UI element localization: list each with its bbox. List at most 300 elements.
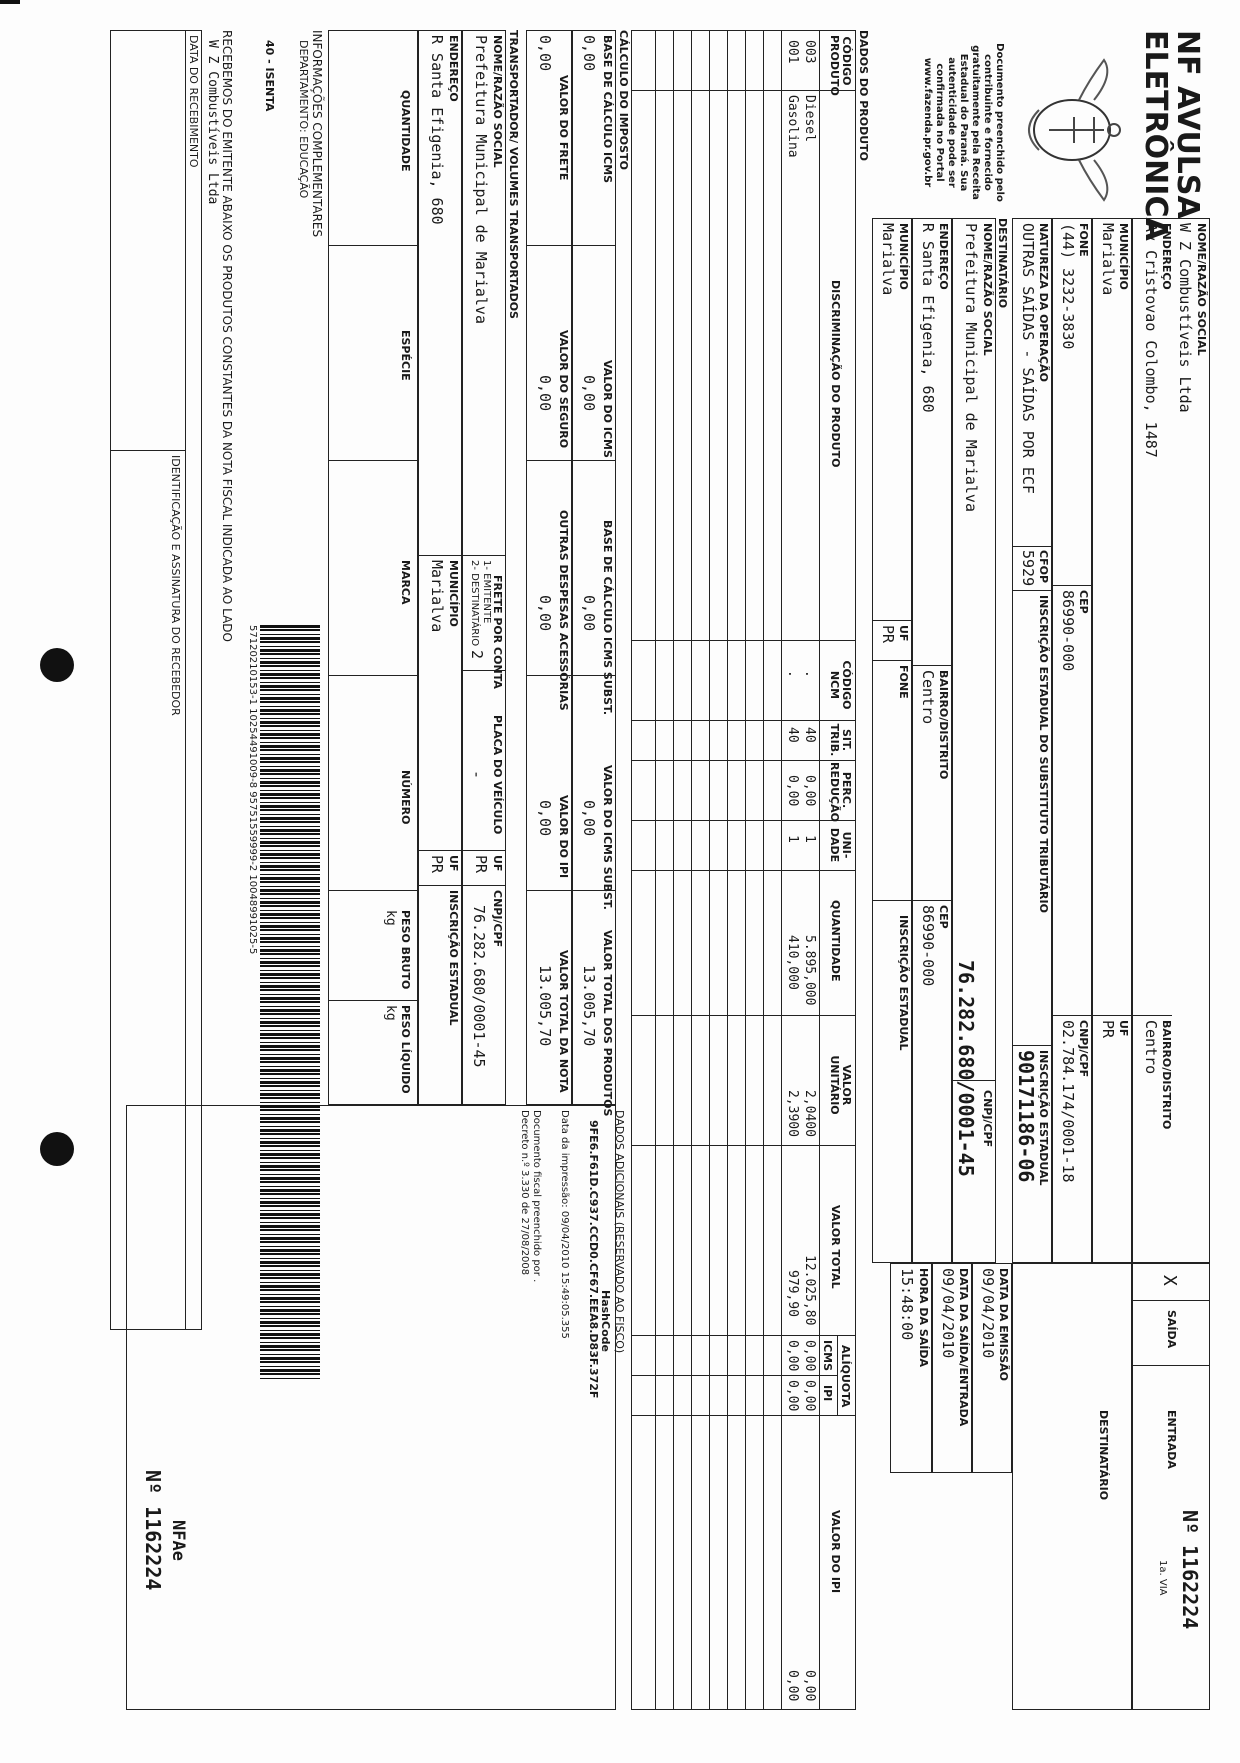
barcode-bar bbox=[260, 1198, 320, 1199]
barcode-bar bbox=[260, 1078, 320, 1079]
marca-label: MARCA bbox=[399, 560, 412, 605]
barcode-bar bbox=[260, 1333, 320, 1336]
row2-valor-unit: 2,3900 bbox=[785, 1090, 800, 1137]
col-perc: PERC. REDUÇÃO bbox=[828, 762, 853, 822]
barcode-bar bbox=[260, 1145, 320, 1147]
barcode-bar bbox=[260, 637, 320, 640]
data-saida-label: DATA DA SAÍDA/ENTRADA bbox=[957, 1268, 970, 1427]
total-nota-label: VALOR TOTAL DA NOTA bbox=[557, 950, 570, 1093]
peso-liquido: kg bbox=[383, 1005, 398, 1021]
barcode-bar bbox=[260, 754, 320, 755]
barcode-bar bbox=[260, 845, 320, 847]
barcode-bar bbox=[260, 773, 320, 775]
barcode-bar bbox=[260, 850, 320, 851]
barcode-bar bbox=[260, 937, 320, 940]
scan-corner-mark bbox=[0, 0, 20, 4]
barcode-bar bbox=[260, 718, 320, 719]
barcode-bar bbox=[260, 1033, 320, 1036]
col-codigo: CÓDIGO PRODUTO bbox=[828, 35, 853, 96]
dest-cnpj: 76.282.680/0001-45 bbox=[954, 960, 978, 1177]
barcode-bar bbox=[260, 1301, 320, 1303]
transportador-section-label: TRANSPORTADOR/ VOLUMES TRANSPORTADOS bbox=[507, 30, 520, 319]
data-recebimento-label: DATA DO RECEBIMENTO bbox=[187, 35, 200, 168]
barcode-bar bbox=[260, 881, 320, 883]
recebimento-numero: Nº 1162224 bbox=[141, 1470, 165, 1591]
departamento: DEPARTAMENTO: EDUCAÇÃO bbox=[297, 40, 310, 199]
barcode-bar bbox=[260, 1289, 320, 1291]
barcode-bar bbox=[260, 941, 320, 943]
seguro-label: VALOR DO SEGURO bbox=[557, 330, 570, 449]
emitente-cnpj: 02.784.174/0001-18 bbox=[1059, 1020, 1077, 1183]
frete-conta-label: FRETE POR CONTA bbox=[491, 575, 504, 689]
emitente-uf: PR bbox=[1099, 1020, 1117, 1039]
row1-valor-unit: 2,0400 bbox=[802, 1090, 817, 1137]
row1-quantidade: 5.895,000 bbox=[802, 935, 817, 1006]
barcode-bar bbox=[260, 790, 320, 791]
barcode-bar bbox=[260, 805, 320, 808]
via: 1a. VIA bbox=[1157, 1560, 1168, 1596]
barcode-bar bbox=[260, 913, 320, 916]
barcode-bar bbox=[260, 973, 320, 976]
barcode-bar bbox=[260, 653, 320, 655]
barcode-bar bbox=[260, 721, 320, 724]
barcode-bar bbox=[260, 809, 320, 811]
emitente-fone-label: FONE bbox=[1077, 223, 1090, 257]
nf-avulsa-document bbox=[110, 30, 1210, 1710]
barcode-bar bbox=[260, 1141, 320, 1144]
transp-municipio: Marialva bbox=[428, 560, 446, 633]
barcode-bar bbox=[260, 905, 320, 907]
natureza-label: NATUREZA DA OPERAÇÃO bbox=[1037, 223, 1050, 382]
barcode-bar bbox=[260, 1093, 320, 1096]
dest-municipio: Marialva bbox=[879, 223, 897, 296]
row2-icms: 0,00 bbox=[785, 1340, 800, 1372]
col-valor-unit: VALOR UNITÁRIO bbox=[828, 1055, 853, 1115]
outras-despesas: 0,00 bbox=[536, 595, 554, 632]
dest-uf: PR bbox=[879, 625, 897, 644]
barcode-bar bbox=[260, 1054, 320, 1055]
barcode-bar bbox=[260, 797, 320, 799]
peso-bruto: kg bbox=[383, 910, 398, 926]
transp-endereco-label: ENDEREÇO bbox=[447, 35, 460, 102]
barcode-bar bbox=[260, 1030, 320, 1031]
barcode-bar bbox=[260, 1193, 320, 1195]
valor-icms: 0,00 bbox=[580, 375, 598, 412]
row2-valor-ipi: 0,00 bbox=[785, 1670, 800, 1702]
barcode-bar bbox=[260, 1105, 320, 1108]
destinatario-municipio-row bbox=[872, 218, 912, 1263]
data-emissao-label: DATA DA EMISSÃO bbox=[997, 1268, 1010, 1382]
col-quantidade: QUANTIDADE bbox=[829, 900, 842, 982]
barcode-bar bbox=[260, 838, 320, 839]
valor-st-label: VALOR DO ICMS SUBST. bbox=[601, 765, 614, 910]
nota-numero: 1162224 bbox=[1178, 1545, 1202, 1630]
barcode-bar bbox=[260, 1313, 320, 1315]
barcode-bar bbox=[260, 649, 320, 652]
barcode-bar bbox=[260, 1177, 320, 1180]
barcode-bar bbox=[260, 1237, 320, 1240]
transp-uf2: PR bbox=[428, 855, 446, 874]
transp-uf2-label: UF bbox=[447, 855, 460, 872]
barcode-bar bbox=[260, 893, 320, 895]
col-aliquota: ALÍQUOTA bbox=[839, 1345, 852, 1408]
barcode-bar bbox=[260, 1181, 320, 1183]
dest-bairro: Centro bbox=[919, 670, 937, 725]
barcode-bar bbox=[260, 1330, 320, 1331]
transp-cnpj-label: CNPJ/CPF bbox=[491, 890, 504, 948]
row1-valor-total: 12.025,80 bbox=[802, 1255, 817, 1326]
imposto-section-label: CÁLCULO DO IMPOSTO bbox=[617, 30, 630, 170]
barcode-bar bbox=[260, 694, 320, 695]
barcode-bar bbox=[260, 953, 320, 955]
barcode-bar bbox=[260, 646, 320, 647]
barcode-bar bbox=[260, 1045, 320, 1048]
barcode bbox=[260, 625, 320, 1385]
barcode-bar bbox=[260, 1321, 320, 1324]
barcode-bar bbox=[260, 1217, 320, 1219]
barcode-bar bbox=[260, 802, 320, 803]
total-produtos-label: VALOR TOTAL DOS PRODUTOS bbox=[601, 930, 614, 1117]
barcode-bar bbox=[260, 1189, 320, 1192]
barcode-bar bbox=[260, 1021, 320, 1024]
emitente-cnpj-label: CNPJ/CPF bbox=[1077, 1020, 1090, 1078]
barcode-bar bbox=[260, 1114, 320, 1115]
emitente-municipio-label: MUNICÍPIO bbox=[1117, 223, 1130, 290]
barcode-bar bbox=[260, 766, 320, 767]
recebimento-box bbox=[110, 30, 202, 1330]
emitente-endereco: Av Cristovao Colombo, 1487 bbox=[1142, 223, 1160, 458]
barcode-bar bbox=[260, 977, 320, 979]
barcode-bar bbox=[260, 1133, 320, 1135]
emitente-bairro: Centro bbox=[1142, 1020, 1160, 1075]
barcode-bar bbox=[260, 853, 320, 856]
transp-municipio-label: MUNICÍPIO bbox=[447, 560, 460, 627]
transp-nome: Prefeitura Municipal de Marialva bbox=[472, 35, 490, 324]
dest-uf-label: UF bbox=[897, 625, 910, 642]
entrada-label: ENTRADA bbox=[1165, 1410, 1178, 1469]
barcode-bar bbox=[260, 1369, 320, 1372]
recebimento-declaracao: RECEBEMOS DO EMITENTE ABAIXO OS PRODUTOS CONSTANTES DA NOTA FISCAL INDICADA AO LADO bbox=[220, 30, 234, 642]
nfae-label: NFAe bbox=[168, 1520, 188, 1561]
barcode-bar bbox=[260, 1073, 320, 1075]
seguro: 0,00 bbox=[536, 375, 554, 412]
barcode-bar bbox=[260, 1001, 320, 1003]
transp-endereco: R Santa Efigenia, 680 bbox=[428, 35, 446, 225]
hora-saida-label: HORA DA SAÍDA bbox=[917, 1268, 930, 1368]
barcode-bar bbox=[260, 713, 320, 715]
barcode-bar bbox=[260, 1153, 320, 1156]
decreto-line2: Decreto n.º 3.330 de 27/08/2008 bbox=[519, 1110, 530, 1276]
barcode-bar bbox=[260, 682, 320, 683]
emitente-cep: 86990-000 bbox=[1059, 590, 1077, 672]
barcode-bar bbox=[260, 1085, 320, 1087]
barcode-bar bbox=[260, 901, 320, 904]
barcode-bar bbox=[260, 1090, 320, 1091]
nota-numero-label: Nº bbox=[1178, 1510, 1202, 1535]
saida-label: SAÍDA bbox=[1165, 1310, 1178, 1349]
barcode-bar bbox=[260, 1234, 320, 1235]
barcode-number: 57120210153-1 10254491009-8 95751559999-2 10048991025-5 bbox=[247, 625, 258, 955]
barcode-bar bbox=[260, 826, 320, 827]
row2-valor-total: 979,90 bbox=[785, 1270, 800, 1317]
barcode-bar bbox=[260, 1186, 320, 1187]
produtos-section-label: DADOS DO PRODUTO bbox=[857, 30, 870, 161]
barcode-bar bbox=[260, 1225, 320, 1228]
barcode-bar bbox=[260, 1066, 320, 1067]
barcode-bar bbox=[260, 817, 320, 820]
barcode-bar bbox=[260, 1117, 320, 1120]
base-st: 0,00 bbox=[580, 595, 598, 632]
dest-endereco-label: ENDEREÇO bbox=[937, 223, 950, 290]
row1-valor-ipi: 0,00 bbox=[802, 1670, 817, 1702]
barcode-bar bbox=[260, 989, 320, 991]
hora-saida: 15:48:00 bbox=[898, 1268, 916, 1341]
barcode-bar bbox=[260, 1249, 320, 1252]
dest-fone-label: FONE bbox=[897, 665, 910, 699]
barcode-bar bbox=[260, 877, 320, 880]
valor-ipi: 0,00 bbox=[536, 800, 554, 837]
barcode-bar bbox=[260, 689, 320, 691]
barcode-bar bbox=[260, 865, 320, 868]
frete-opt1: 1- EMITENTE bbox=[481, 560, 492, 624]
barcode-bar bbox=[260, 629, 320, 631]
barcode-bar bbox=[260, 1121, 320, 1123]
data-emissao: 09/04/2010 bbox=[979, 1268, 997, 1359]
col-descricao: DISCRIMINAÇÃO DO PRODUTO bbox=[829, 280, 842, 468]
destinatario-section-label: DESTINATÁRIO bbox=[996, 218, 1009, 309]
total-produtos: 13.005,70 bbox=[580, 965, 598, 1047]
parana-coat-of-arms-icon bbox=[1009, 55, 1134, 205]
barcode-bar bbox=[260, 857, 320, 859]
barcode-bar bbox=[260, 1222, 320, 1223]
barcode-bar bbox=[260, 1129, 320, 1132]
barcode-bar bbox=[260, 661, 320, 664]
barcode-bar bbox=[260, 1318, 320, 1319]
natureza-operacao: OUTRAS SAÍDAS - SAÍDAS POR ECF bbox=[1019, 223, 1037, 494]
barcode-bar bbox=[260, 1306, 320, 1307]
barcode-bar bbox=[260, 701, 320, 703]
emitente-municipio-row bbox=[1092, 218, 1132, 1263]
barcode-bar bbox=[260, 1213, 320, 1216]
barcode-bar bbox=[260, 1349, 320, 1351]
row2-quantidade: 410,000 bbox=[785, 935, 800, 990]
row1-icms: 0,00 bbox=[802, 1340, 817, 1372]
base-st-label: BASE DE CÁLCULO ICMS SUBST. bbox=[601, 520, 614, 716]
frete-label: VALOR DO FRETE bbox=[557, 75, 570, 181]
barcode-bar bbox=[260, 1061, 320, 1063]
barcode-bar bbox=[260, 673, 320, 676]
transp-uf-label: UF bbox=[491, 855, 504, 872]
barcode-bar bbox=[260, 1270, 320, 1271]
transp-ie-label: INSCRIÇÃO ESTADUAL bbox=[447, 890, 460, 1026]
saida-entrada-box bbox=[1012, 1263, 1132, 1710]
especie-label: ESPÉCIE bbox=[399, 330, 412, 381]
barcode-bar bbox=[260, 1150, 320, 1151]
transp-nome-label: NOME/RAZÃO SOCIAL bbox=[491, 35, 504, 168]
dest-bairro-label: BAIRRO/DISTRITO bbox=[937, 670, 950, 780]
data-saida: 09/04/2010 bbox=[939, 1268, 957, 1359]
placa: - bbox=[468, 770, 486, 780]
row1-ncm: . bbox=[802, 670, 817, 678]
barcode-bar bbox=[260, 1174, 320, 1175]
destinatario-header-label: DESTINATÁRIO bbox=[1097, 1410, 1110, 1501]
row1-sit: 40 bbox=[802, 727, 817, 743]
barcode-bar bbox=[260, 658, 320, 659]
barcode-bar bbox=[260, 1081, 320, 1084]
barcode-bar bbox=[260, 946, 320, 947]
barcode-bar bbox=[260, 1229, 320, 1231]
barcode-bar bbox=[260, 1169, 320, 1171]
barcode-bar bbox=[260, 1138, 320, 1139]
emitente-municipio: Marialva bbox=[1099, 223, 1117, 296]
barcode-bar bbox=[260, 917, 320, 919]
barcode-bar bbox=[260, 1378, 320, 1379]
barcode-bar bbox=[260, 1201, 320, 1204]
punch-hole-bottom bbox=[40, 1132, 74, 1166]
barcode-bar bbox=[260, 1013, 320, 1015]
barcode-bar bbox=[260, 1042, 320, 1043]
barcode-bar bbox=[260, 934, 320, 935]
barcode-bar bbox=[260, 961, 320, 964]
title-line1: NF AVULSA bbox=[1170, 30, 1205, 219]
barcode-bar bbox=[260, 869, 320, 871]
ie-st-label: INSCRIÇÃO ESTADUAL DO SUBSTITUTO TRIBUTÁRIO bbox=[1037, 595, 1050, 913]
barcode-bar bbox=[260, 1246, 320, 1247]
peso-liquido-label: PESO LÍQUIDO bbox=[399, 1005, 412, 1094]
barcode-bar bbox=[260, 1361, 320, 1363]
transp-cnpj: 76.282.680/0001-45 bbox=[470, 905, 488, 1068]
barcode-bar bbox=[260, 910, 320, 911]
barcode-bar bbox=[260, 1210, 320, 1211]
barcode-bar bbox=[260, 641, 320, 643]
barcode-bar bbox=[260, 1354, 320, 1355]
dest-cep-label: CEP bbox=[937, 905, 950, 929]
base-icms: 0,00 bbox=[580, 35, 598, 72]
numero-volumes-label: NÚMERO bbox=[399, 770, 412, 825]
valor-ipi-label: VALOR DO IPI bbox=[557, 795, 570, 879]
barcode-bar bbox=[260, 1097, 320, 1099]
row2-ipi: 0,00 bbox=[785, 1380, 800, 1412]
dest-cnpj-label: CNPJ/CPF bbox=[981, 1090, 994, 1148]
barcode-bar bbox=[260, 730, 320, 731]
col-ipi: IPI bbox=[821, 1385, 834, 1402]
emitente-fone: (44) 3232-3830 bbox=[1059, 223, 1077, 350]
barcode-bar bbox=[260, 1285, 320, 1288]
barcode-bar bbox=[260, 665, 320, 667]
col-valor-ipi: VALOR DO IPI bbox=[829, 1510, 842, 1594]
row1-ipi: 0,00 bbox=[802, 1380, 817, 1412]
barcode-bar bbox=[260, 841, 320, 844]
frete-opt2: 2- DESTINATÁRIO bbox=[469, 560, 480, 647]
barcode-bar bbox=[260, 1109, 320, 1111]
barcode-bar bbox=[260, 1282, 320, 1283]
barcode-bar bbox=[260, 709, 320, 712]
barcode-bar bbox=[260, 925, 320, 928]
barcode-bar bbox=[260, 829, 320, 832]
barcode-bar bbox=[260, 1241, 320, 1243]
isenta: 40 - ISENTA bbox=[263, 40, 276, 112]
barcode-bar bbox=[260, 761, 320, 763]
saida-mark: X bbox=[1159, 1275, 1180, 1286]
barcode-bar bbox=[260, 965, 320, 967]
hashcode-label: HashCode bbox=[599, 1290, 612, 1352]
barcode-bar bbox=[260, 677, 320, 679]
barcode-bar bbox=[260, 1265, 320, 1267]
row2-descricao: Gasolina bbox=[785, 95, 800, 158]
barcode-bar bbox=[260, 821, 320, 823]
punch-hole-top bbox=[40, 648, 74, 682]
barcode-bar bbox=[260, 1006, 320, 1007]
barcode-bar bbox=[260, 1345, 320, 1348]
barcode-bar bbox=[260, 1126, 320, 1127]
barcode-bar bbox=[260, 886, 320, 887]
valor-st: 0,00 bbox=[580, 800, 598, 837]
barcode-bar bbox=[260, 706, 320, 707]
decreto-line1: Documento fiscal preenchido por . bbox=[531, 1110, 542, 1283]
row2-unidade: 1 bbox=[785, 835, 800, 843]
barcode-bar bbox=[260, 749, 320, 751]
barcode-bar bbox=[260, 685, 320, 688]
frete: 0,00 bbox=[536, 35, 554, 72]
row1-unidade: 1 bbox=[802, 835, 817, 843]
row2-sit: 40 bbox=[785, 727, 800, 743]
barcode-bar bbox=[260, 1357, 320, 1360]
title-line2: ELETRÔNICA bbox=[1138, 30, 1173, 241]
row2-ncm: . bbox=[785, 670, 800, 678]
barcode-bar bbox=[260, 1069, 320, 1072]
barcode-bar bbox=[260, 733, 320, 736]
quantidade-label: QUANTIDADE bbox=[399, 90, 412, 172]
barcode-bar bbox=[260, 982, 320, 983]
barcode-bar bbox=[260, 889, 320, 892]
emitente-endereco-label: ENDEREÇO bbox=[1160, 223, 1173, 290]
barcode-bar bbox=[260, 634, 320, 635]
barcode-bar bbox=[260, 1162, 320, 1163]
barcode-bar bbox=[260, 1165, 320, 1168]
barcode-bar bbox=[260, 985, 320, 988]
emitente-bairro-label: BAIRRO/DISTRITO bbox=[1160, 1020, 1173, 1130]
col-unidade: UNI- DADE bbox=[828, 827, 853, 863]
data-impressao: Data da impressão: 09/04/2010 15:49:05.355 bbox=[559, 1110, 570, 1339]
dest-nome: Prefeitura Municipal de Marialva bbox=[962, 223, 980, 512]
valor-icms-label: VALOR DO ICMS bbox=[601, 360, 614, 458]
row2-perc: 0,00 bbox=[785, 775, 800, 807]
transp-uf: PR bbox=[472, 855, 490, 874]
barcode-bar bbox=[260, 1325, 320, 1327]
recebimento-emitente: W Z Combustíveis Ltda bbox=[205, 40, 220, 205]
row2-codigo: 001 bbox=[785, 40, 800, 64]
barcode-bar bbox=[260, 781, 320, 784]
dados-adicionais-label: DADOS ADICIONAIS (RESERVADO AO FISCO) bbox=[613, 1110, 626, 1354]
barcode-bar bbox=[260, 697, 320, 700]
barcode-bar bbox=[260, 874, 320, 875]
barcode-bar bbox=[260, 670, 320, 671]
barcode-bar bbox=[260, 625, 320, 628]
barcode-bar bbox=[260, 898, 320, 899]
col-icms: ICMS bbox=[821, 1340, 834, 1372]
row1-codigo: 003 bbox=[802, 40, 817, 64]
barcode-bar bbox=[260, 1057, 320, 1060]
row1-descricao: Diesel bbox=[802, 95, 817, 142]
assinatura-label: IDENTIFICAÇÃO E ASSINATURA DO RECEBEDOR bbox=[169, 455, 182, 716]
cfop-label: CFOP bbox=[1037, 550, 1050, 583]
barcode-bar bbox=[260, 1102, 320, 1103]
barcode-bar bbox=[260, 737, 320, 739]
emitente-uf-label: UF bbox=[1117, 1020, 1130, 1037]
barcode-bar bbox=[260, 1337, 320, 1339]
placa-label: PLACA DO VEÍCULO bbox=[491, 715, 504, 835]
barcode-bar bbox=[260, 757, 320, 760]
